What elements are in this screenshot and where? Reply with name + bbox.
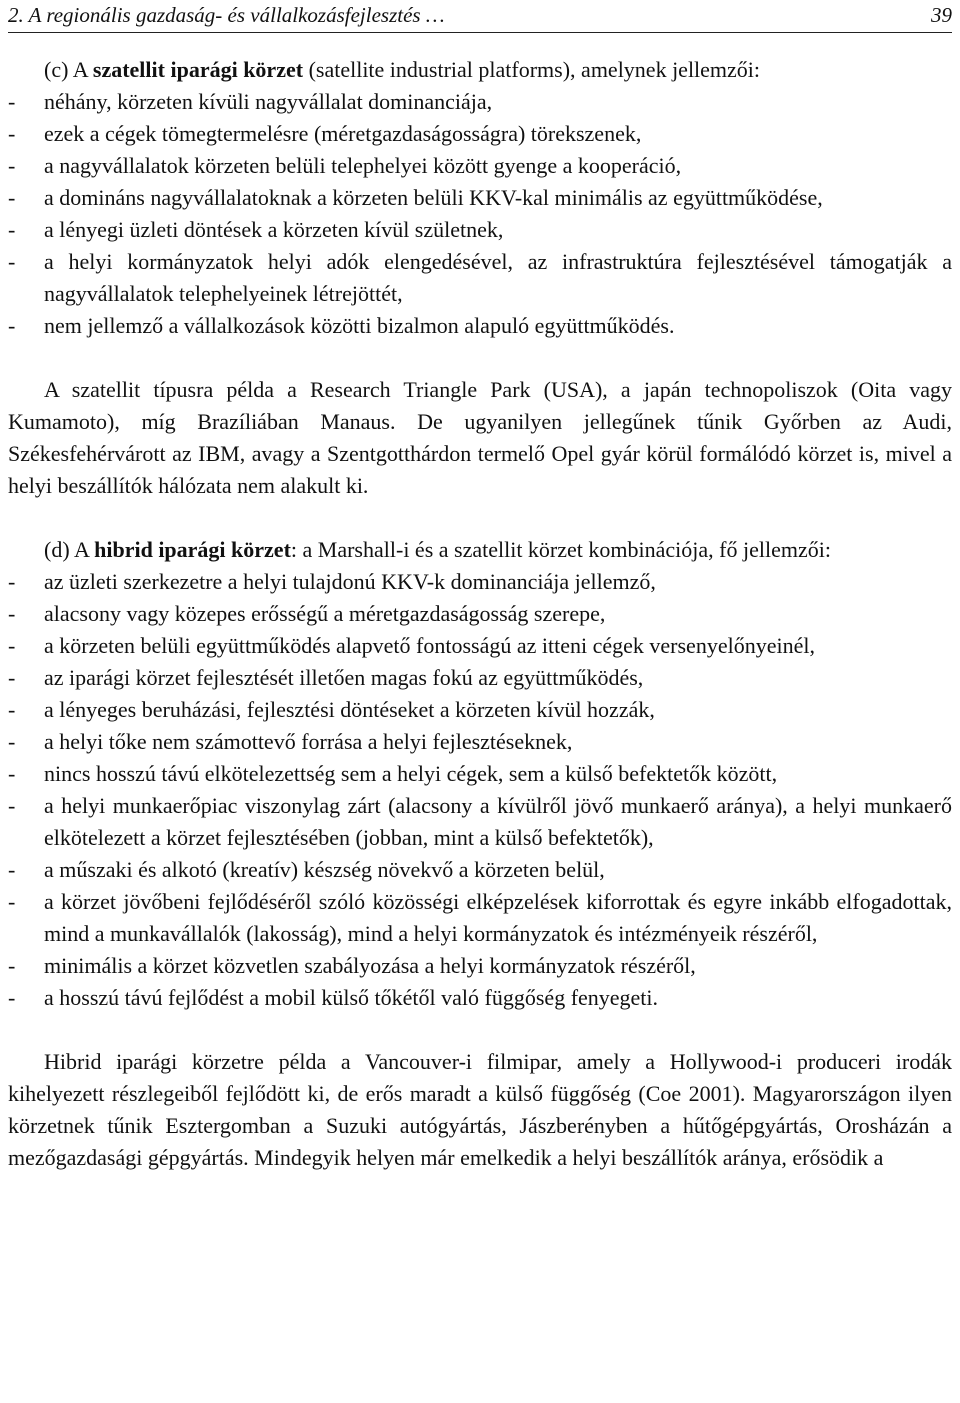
list-item: - minimális a körzet közvetlen szabályozása a helyi kormányzatok részéről, [8,953,696,978]
list-item: - a nagyvállalatok körzeten belüli telephelyei között gyenge a kooperáció, [8,153,682,178]
running-header [8,0,952,33]
section-d-list [8,566,952,1014]
page-number: 39 [931,3,952,27]
header-title: 2. A regionális gazdaság- és vállalkozásfejlesztés … [8,3,445,27]
list-item: - a domináns nagyvállalatoknak a körzeten belüli KKV-kal minimális az együttműködése, [8,185,823,210]
section-c-list [8,86,952,342]
list-item: - néhány, körzeten kívüli nagyvállalat dominanciája, [8,89,493,114]
list-item: - alacsony vagy közepes erősségű a méretgazdaságosság szerepe, [8,601,606,626]
list-item: - az iparági körzet fejlesztését illetően magas fokú az együttműködés, [8,665,644,690]
list-item: - nincs hosszú távú elkötelezettség sem a helyi cégek, sem a külső befektetők között, [8,761,778,786]
section-d-example: Hibrid iparági körzetre példa a Vancouver-i filmipar, amely a Hollywood-i produceri irodák kihelyezett részlegeiből fejlődött ki, de erős maradt a külső függőség (Coe 2001). Magyarországon ilyen körzetnek tűnik Esztergomban a Suzuki autógyártás, Jászberényben a hűtőgépgyártás, Orosházán a mezőgazdasági gépgyártás. Mindegyik helyen már emelkedik a helyi beszállítók aránya, erősödik a [8,1049,952,1170]
list-item: - a helyi munkaerőpiac viszonylag zárt (alacsony a kívülről jövő munkaerő aránya), a helyi munkaerő elkötelezett a körzet fejlesztésében (jobban, mint a külső befektetők), [8,793,952,850]
section-c-example: A szatellit típusra példa a Research Triangle Park (USA), a japán technopoliszok (Oita vagy Kumamoto), míg Brazíliában Manaus. De ugyanilyen jellegűnek tűnik Győrben az Audi, Székesfehérvárott az IBM, avagy a Szentgotthárdon termelő Opel gyár körül formálódó körzet is, mivel a helyi beszállítók hálózata nem alakult ki. [8,377,952,498]
list-item: - nem jellemző a vállalkozások közötti bizalmon alapuló együttműködés. [8,313,675,338]
list-item: - a műszaki és alkotó (kreatív) készség növekvő a körzeten belül, [8,857,605,882]
list-item: - a lényeges beruházási, fejlesztési döntéseket a körzeten kívül hozzák, [8,697,655,722]
list-item: - a helyi kormányzatok helyi adók elengedésével, az infrastruktúra fejlesztésével támogatják a nagyvállalatok telephelyeinek létrejöttét, [8,249,952,306]
list-item: - a helyi tőke nem számottevő forrása a helyi fejlesztéseknek, [8,729,573,754]
page-body [8,54,952,1174]
list-item: - a lényegi üzleti döntések a körzeten kívül születnek, [8,217,504,242]
list-item: - ezek a cégek tömegtermelésre (méretgazdaságosságra) törekszenek, [8,121,642,146]
section-c-intro: (c) A szatellit iparági körzet (satellite industrial platforms), amelynek jellemzői: [44,57,761,82]
section-c-term: szatellit iparági körzet [92,57,304,82]
list-item: - a hosszú távú fejlődést a mobil külső tőkétől való függőség fenyegeti. [8,985,659,1010]
list-item: - a körzeten belüli együttműködés alapvető fontosságú az itteni cégek versenyelőnyeinél, [8,633,815,658]
list-item: - a körzet jövőbeni fejlődéséről szóló közösségi elképzelések kiforrottak és egyre inkább elfogadottak, mind a munkavállalók (lakosság), mind a helyi kormányzatok és intézményeik részéről, [8,889,952,946]
list-item: - az üzleti szerkezetre a helyi tulajdonú KKV-k dominanciája jellemző, [8,569,656,594]
section-d-term: hibrid iparági körzet [94,537,291,562]
section-d-intro: (d) A hibrid iparági körzet: a Marshall-i és a szatellit körzet kombinációja, fő jellemzői: [44,537,831,562]
